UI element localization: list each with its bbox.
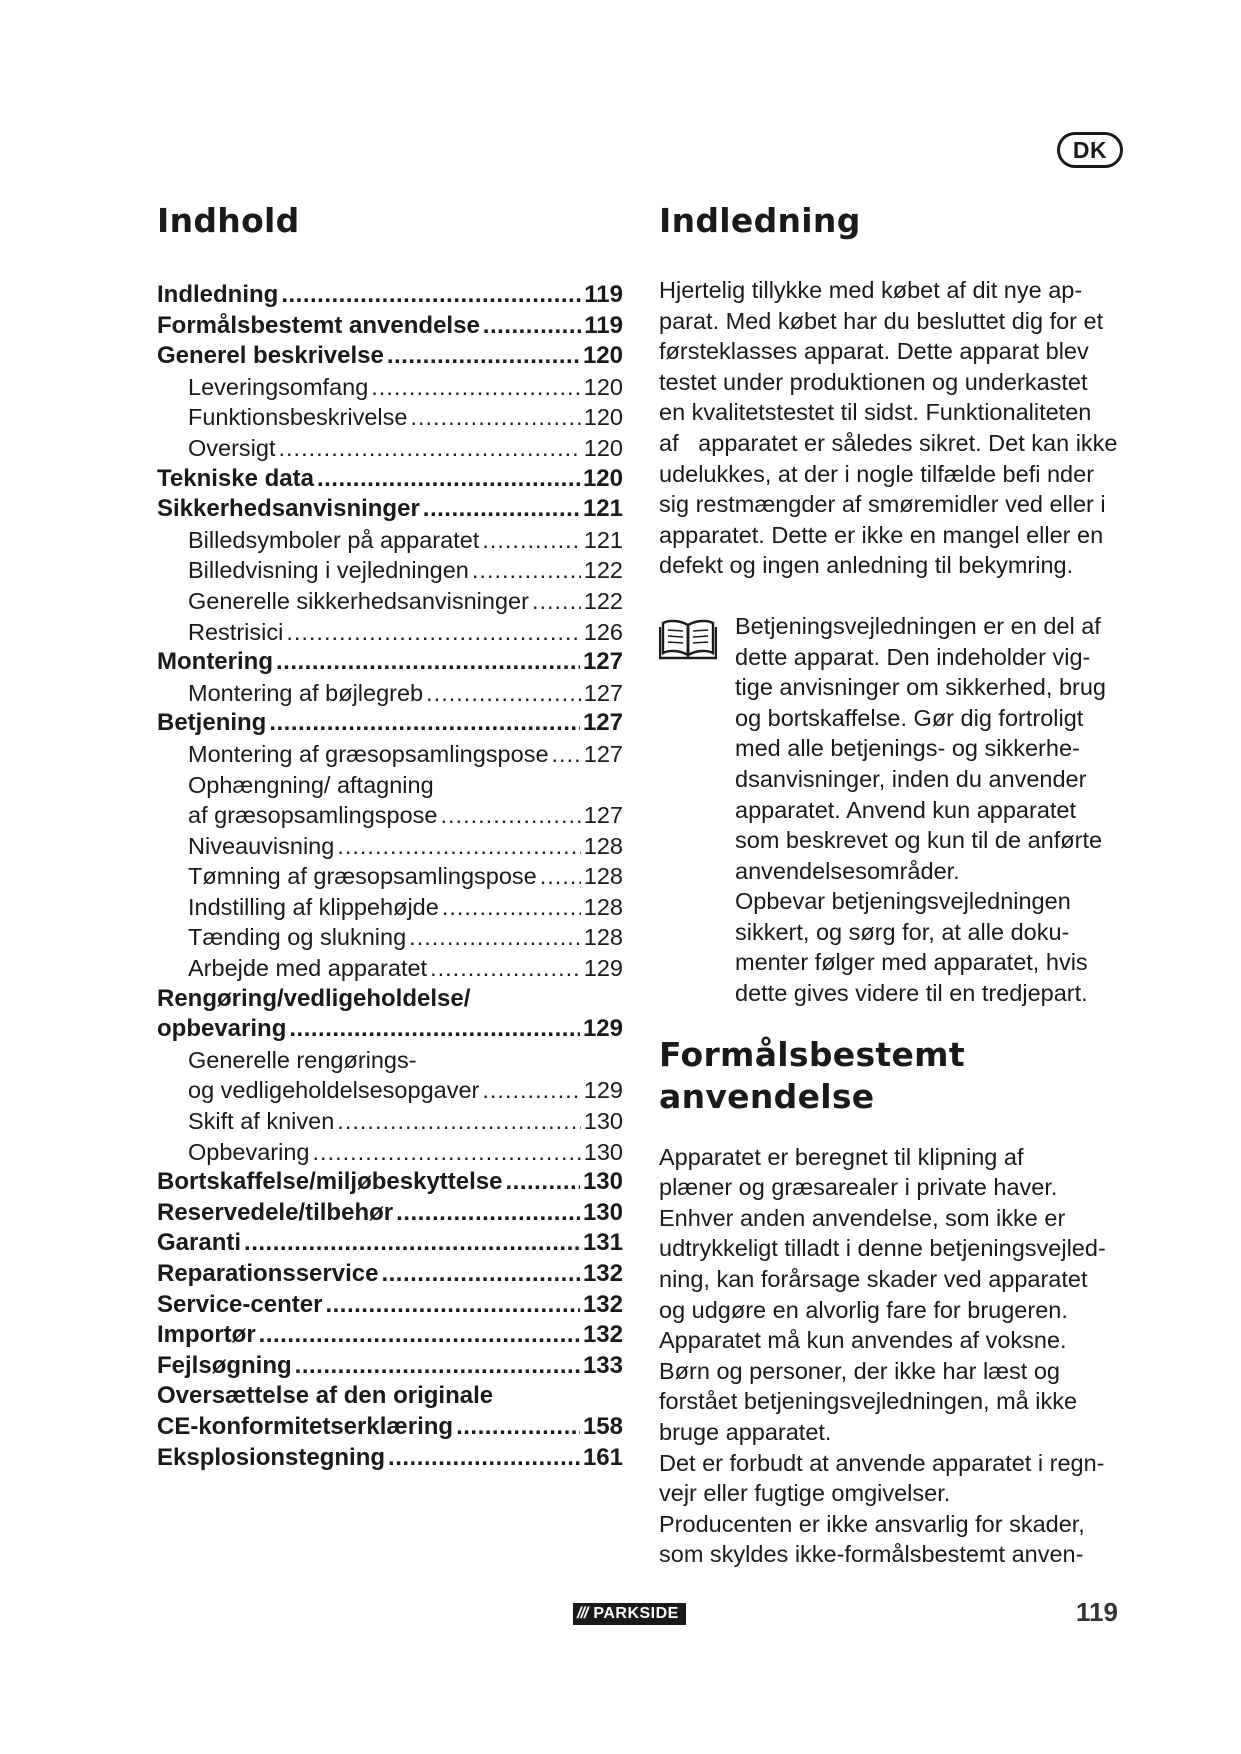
toc-entry-title: Reparationsservice	[157, 1260, 379, 1287]
toc-entry-page: 122	[583, 587, 623, 614]
toc-leader-dots	[532, 586, 581, 617]
toc-entry-page: 133	[582, 1351, 623, 1379]
toc-entry-title: Arbejde med apparatet	[188, 955, 428, 982]
toc-leader-dots	[472, 555, 581, 586]
toc-entry-title: Indstilling af klippehøjde	[188, 893, 439, 920]
purpose-line: Enhver anden anvendelse, som ikke er	[659, 1204, 1066, 1231]
toc-entry	[157, 984, 623, 1015]
toc-leader-dots	[289, 1014, 580, 1045]
toc-leader-dots	[281, 280, 581, 311]
toc-entry	[157, 892, 623, 923]
toc-entry	[157, 953, 623, 984]
toc-entry-page: 120	[583, 373, 623, 400]
logo-text: PARKSIDE	[593, 1605, 679, 1622]
toc-entry	[157, 402, 623, 433]
toc-entry	[157, 311, 623, 342]
toc-entry-page: 132	[582, 1260, 623, 1287]
toc-leader-dots	[313, 1137, 581, 1168]
toc-entry	[157, 617, 623, 648]
toc-leader-dots	[505, 1167, 579, 1198]
toc-entry-page: 130	[583, 1108, 623, 1135]
intro-heading: Indledning	[659, 201, 861, 240]
toc-leader-dots	[388, 1443, 580, 1474]
toc-entry-page: 130	[582, 1168, 623, 1196]
toc-entry-title: Generelle rengørings-	[188, 1046, 417, 1073]
note-line: dsanvisninger, inden du anvender	[735, 765, 1087, 792]
toc-entry-title: Rengøring/vedligeholdelse/	[157, 984, 471, 1012]
purpose-line: ning, kan forårsage skader ved apparatet	[659, 1266, 1088, 1293]
intro-text	[659, 275, 1129, 581]
toc-entry-title: CE-konformitetserklæring	[157, 1412, 454, 1440]
toc-entry-page: 120	[583, 404, 623, 431]
toc-entry-title: Indledning	[157, 281, 279, 308]
toc-entry-page: 129	[583, 1077, 623, 1104]
toc-entry-title: Billedsymboler på apparatet	[188, 526, 480, 553]
note-line: anvendelsesområder.	[735, 857, 960, 884]
toc-entry-title: Montering	[157, 648, 273, 676]
purpose-text	[659, 1142, 1129, 1570]
intro-line: Hjertelig tillykke med købet af dit nye ap-	[659, 277, 1083, 303]
purpose-line: Det er forbudt at anvende apparatet i regn-	[659, 1449, 1105, 1476]
toc-entry-page: 130	[582, 1198, 623, 1226]
page-number: 119	[1076, 1597, 1118, 1627]
intro-line: af apparatet er således sikret. Det kan ikke	[659, 429, 1118, 456]
note-line: og bortskaffelse. Gør dig fortroligt	[735, 704, 1084, 731]
toc-entry	[157, 1290, 623, 1321]
toc-entry-page: 127	[583, 740, 623, 767]
toc-leader-dots	[409, 922, 581, 953]
toc-leader-dots	[279, 433, 581, 464]
toc-entry	[157, 341, 623, 372]
toc-entry	[157, 1259, 623, 1290]
purpose-line: som skyldes ikke-formålsbestemt anven-	[659, 1541, 1084, 1568]
toc-entry-page: 120	[582, 342, 623, 370]
toc-leader-dots	[442, 892, 581, 923]
toc-entry-title: Formålsbestemt anvendelse	[157, 311, 480, 339]
note-text	[723, 611, 1129, 1009]
toc-entry-title: Oversigt	[188, 434, 276, 461]
toc-entry	[157, 1106, 623, 1137]
note-line: dette gives videre til en tredjepart.	[735, 980, 1088, 1007]
toc-entry-title: Bortskaffelse/miljøbeskyttelse	[157, 1168, 503, 1196]
toc-entry-title: Betjening	[157, 709, 267, 737]
toc-leader-dots	[396, 1198, 580, 1229]
toc-entry-title: Tekniske data	[157, 464, 314, 492]
toc-heading: Indhold	[157, 201, 300, 240]
toc-entry-title: Montering af græsopsamlingspose	[188, 740, 549, 767]
toc-entry	[157, 494, 623, 525]
toc-entry-page: 120	[583, 434, 623, 461]
toc-entry	[157, 1198, 623, 1229]
toc-entry-page: 128	[583, 863, 623, 890]
toc-entry	[157, 770, 623, 801]
toc-entry-page: 127	[582, 648, 623, 676]
toc-entry	[157, 1443, 623, 1474]
toc-leader-dots	[381, 1259, 580, 1290]
purpose-line: forstået betjeningsvejledningen, må ikke	[659, 1388, 1078, 1415]
toc-entry	[157, 1167, 623, 1198]
toc-entry	[157, 800, 623, 831]
toc-entry-page: 132	[582, 1290, 623, 1318]
toc-entry-title: Tømning af græsopsamlingspose	[188, 863, 537, 890]
intro-line: en kvalitetstestet til sidst. Funktionaliteten	[659, 399, 1092, 426]
toc-leader-dots	[540, 861, 581, 892]
note-line: som beskrevet og kun til de anførte	[735, 827, 1103, 854]
toc-entry-title: Fejlsøgning	[157, 1351, 292, 1379]
toc-entry	[157, 525, 623, 556]
toc-entry-page: 119	[584, 311, 623, 339]
toc-leader-dots	[276, 647, 580, 678]
toc-entry-page: 131	[582, 1229, 623, 1257]
intro-line: defekt og ingen anledning til bekymring.	[659, 552, 1074, 579]
toc-entry	[157, 1412, 623, 1443]
note-line: apparatet. Anvend kun apparatet	[735, 796, 1077, 823]
toc-entry	[157, 372, 623, 403]
toc-entry	[157, 1137, 623, 1168]
toc-leader-dots	[337, 831, 580, 862]
toc-entry-title: Oversættelse af den originale	[157, 1382, 494, 1410]
purpose-line: Børn og personer, der ikke har læst og	[659, 1357, 1061, 1384]
toc-entry-title: Tænding og slukning	[188, 924, 407, 951]
toc-entry	[157, 586, 623, 617]
toc-leader-dots	[441, 800, 581, 831]
toc-entry-title: og vedligeholdelsesopgaver	[188, 1077, 480, 1104]
purpose-line: bruge apparatet.	[659, 1419, 832, 1445]
toc-leader-dots	[482, 525, 580, 556]
purpose-line: Apparatet må kun anvendes af voksne.	[659, 1327, 1067, 1354]
intro-line: parat. Med købet har du besluttet dig for et	[659, 307, 1104, 334]
toc-leader-dots	[426, 678, 581, 709]
toc-entry	[157, 1045, 623, 1076]
toc-entry-title: Montering af bøjlegreb	[188, 679, 424, 706]
toc-leader-dots	[552, 739, 581, 770]
logo-stripes: ///	[577, 1605, 588, 1622]
toc-leader-dots	[410, 402, 580, 433]
toc-entry-page: 128	[583, 832, 623, 859]
toc-entry-title: opbevaring	[157, 1015, 287, 1043]
purpose-line: Apparatet er beregnet til klipning af	[659, 1143, 1024, 1170]
toc-leader-dots	[325, 1290, 580, 1321]
toc-leader-dots	[244, 1228, 580, 1259]
toc-entry-title: af græsopsamlingspose	[188, 802, 438, 829]
note-line: menter følger med apparatet, hvis	[735, 949, 1088, 976]
toc-entry	[157, 555, 623, 586]
toc-entry-title: Billedvisning i vejledningen	[188, 557, 469, 584]
toc-entry	[157, 861, 623, 892]
toc-entry-title: Garanti	[157, 1229, 242, 1257]
purpose-line: og udgøre en alvorlig fare for brugeren.	[659, 1296, 1068, 1323]
note-line: Betjeningsvejledningen er en del af	[735, 612, 1101, 639]
intro-line: apparatet. Dette er ikke en mangel eller en	[659, 521, 1104, 548]
toc-entry-page: 128	[583, 924, 623, 951]
toc-leader-dots	[371, 372, 581, 403]
toc-entry-title: Restrisici	[188, 618, 284, 645]
toc-entry-title: Niveauvisning	[188, 832, 335, 859]
purpose-line: vejr eller fugtige omgivelser.	[659, 1480, 951, 1507]
toc-leader-dots	[482, 1075, 580, 1106]
toc-entry-page: 130	[583, 1138, 623, 1165]
toc-leader-dots	[317, 464, 580, 495]
toc-entry-title: Funktionsbeskrivelse	[188, 404, 408, 431]
purpose-line: plæner og græsarealer i private haver.	[659, 1174, 1058, 1201]
intro-line: testet under produktionen og underkastet	[659, 368, 1088, 395]
toc-entry-page: 129	[583, 955, 623, 982]
toc-entry-title: Skift af kniven	[188, 1108, 335, 1135]
intro-column	[659, 200, 1129, 1570]
toc-entry	[157, 280, 623, 311]
purpose-line: udtrykkeligt tilladt i denne betjeningsvejled-	[659, 1235, 1106, 1262]
toc-entry-page: 129	[582, 1015, 623, 1043]
toc-entry-page: 128	[583, 893, 623, 920]
toc-entry	[157, 433, 623, 464]
intro-line: udelukkes, at der i nogle tilfælde befi nder	[659, 460, 1095, 487]
purpose-line: Producenten er ikke ansvarlig for skader,	[659, 1510, 1085, 1537]
toc-entry	[157, 1351, 623, 1382]
toc-entry-title: Importør	[157, 1321, 256, 1349]
toc-entry-title: Reservedele/tilbehør	[157, 1198, 394, 1226]
toc-entry	[157, 1320, 623, 1351]
toc-leader-dots	[295, 1351, 580, 1382]
note-line: sikkert, og sørg for, at alle doku-	[735, 918, 1070, 945]
toc-entry	[157, 708, 623, 739]
note-line: med alle betjenings- og sikkerhe-	[735, 735, 1080, 762]
toc-entry	[157, 464, 623, 495]
toc-entry-page: 119	[584, 281, 623, 308]
toc-leader-dots	[387, 341, 580, 372]
intro-line: sig restmængder af smøremidler ved eller i	[659, 491, 1106, 518]
toc-entry-page: 127	[582, 709, 623, 737]
toc-leader-dots	[483, 311, 581, 342]
note-line: dette apparat. Den indeholder vig-	[735, 643, 1091, 670]
toc-leader-dots	[430, 953, 581, 984]
toc-leader-dots	[259, 1320, 580, 1351]
toc-entry-page: 132	[582, 1321, 623, 1349]
toc-entry-page: 121	[582, 495, 623, 523]
toc-entry-page: 120	[582, 464, 623, 492]
toc-leader-dots	[269, 708, 580, 739]
toc-entry-title: Eksplosionstegning	[157, 1443, 386, 1471]
toc-entry-title: Service-center	[157, 1290, 323, 1318]
toc-entry-title: Generelle sikkerhedsanvisninger	[188, 587, 529, 614]
toc-entry	[157, 1075, 623, 1106]
toc-entry-page: 121	[583, 526, 623, 553]
toc-entry	[157, 739, 623, 770]
purpose-heading	[659, 1034, 1129, 1118]
toc-leader-dots	[337, 1106, 580, 1137]
toc-leader-dots	[423, 494, 580, 525]
toc-entry-page: 127	[583, 802, 623, 829]
intro-line: førsteklasses apparat. Dette apparat blev	[659, 338, 1089, 365]
toc-entry	[157, 1381, 623, 1412]
toc-entry-page: 161	[582, 1443, 623, 1471]
toc-entry-page: 122	[583, 557, 623, 584]
parkside-logo	[573, 1603, 686, 1625]
toc-entry	[157, 1228, 623, 1259]
toc-entry	[157, 831, 623, 862]
toc-entry	[157, 647, 623, 678]
language-badge: DK	[1057, 132, 1123, 168]
toc-entry-page: 158	[582, 1412, 623, 1440]
toc-entry-page: 127	[583, 679, 623, 706]
note-line: Opbevar betjeningsvejledningen	[735, 888, 1071, 915]
manual-note	[659, 611, 1129, 1009]
toc-entry-title: Sikkerhedsanvisninger	[157, 495, 420, 523]
note-line: tige anvisninger om sikkerhed, brug	[735, 674, 1106, 701]
toc-entry-title: Generel beskrivelse	[157, 342, 384, 370]
toc-entry	[157, 678, 623, 709]
purpose-heading-line: Formålsbestemt	[659, 1034, 965, 1074]
toc-entry-title: Leveringsomfang	[188, 373, 369, 400]
toc-leader-dots	[286, 617, 580, 648]
toc-entry	[157, 1014, 623, 1045]
toc-entry-page: 126	[583, 618, 623, 645]
book-icon	[659, 617, 723, 663]
toc-entry	[157, 922, 623, 953]
table-of-contents	[157, 200, 623, 1473]
toc-leader-dots	[456, 1412, 580, 1443]
toc-entry-title: Opbevaring	[188, 1138, 310, 1165]
toc-entry-title: Ophængning/ aftagning	[188, 771, 434, 798]
toc-list	[157, 280, 623, 1473]
purpose-heading-line: anvendelse	[659, 1076, 875, 1116]
